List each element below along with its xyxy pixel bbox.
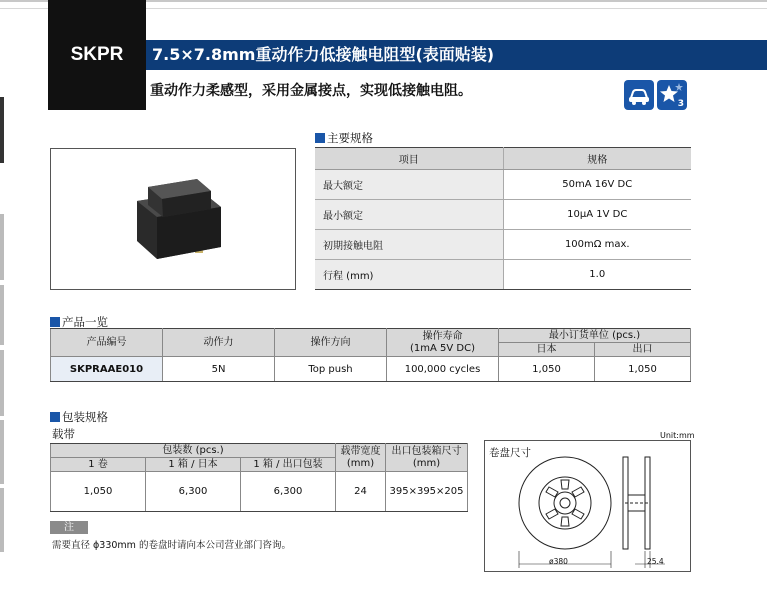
note-tag: 注 — [50, 521, 88, 534]
model-name: SKPR — [70, 44, 124, 65]
header-life-line2: (1mA 5V DC) — [410, 342, 475, 354]
title-bar — [146, 40, 767, 70]
spec-value: 50mA 16V DC — [503, 170, 691, 200]
star-icon — [657, 80, 687, 110]
page-edge-tab — [0, 97, 4, 163]
header-tape-width-line2: (mm) — [346, 457, 375, 469]
products-section-title: 产品一览 — [50, 314, 108, 330]
header-box-size-line2: (mm) — [412, 457, 441, 469]
header-force: 动作力 — [163, 329, 275, 357]
product-direction: Top push — [275, 357, 387, 382]
section-marker — [50, 412, 60, 422]
star-badge-number: 3 — [677, 99, 684, 109]
carrier-label: 载带 — [52, 427, 75, 441]
packing-section-title: 包装规格 — [50, 409, 108, 425]
table-row — [51, 357, 691, 382]
packing-box-export-qty: 6,300 — [241, 472, 336, 512]
product-code: SKPRAAE010 — [51, 357, 163, 382]
header-qty: 包装数 (pcs.) — [51, 444, 336, 458]
specs-header-item: 项目 — [315, 148, 503, 170]
spec-item: 初期接触电阻 — [315, 230, 503, 260]
product-moq-japan: 1,050 — [499, 357, 595, 382]
product-moq-export: 1,050 — [595, 357, 691, 382]
header-direction: 操作方向 — [275, 329, 387, 357]
table-row — [315, 170, 691, 200]
page-edge-tab — [0, 488, 4, 552]
note-text: 需要直径 ϕ330mm 的卷盘时请向本公司营业部门咨询。 — [52, 540, 291, 551]
products-table — [50, 328, 691, 382]
section-marker — [50, 317, 60, 327]
page-edge-tab — [0, 214, 4, 280]
header-tape-width-line1: 载带宽度 — [340, 445, 381, 457]
spec-item: 行程 (mm) — [315, 260, 503, 290]
reel-width-label: 25.4 — [647, 557, 664, 566]
product-photo — [50, 148, 296, 290]
header-box-size — [386, 444, 468, 472]
spec-value: 10μA 1V DC — [503, 200, 691, 230]
header-life — [387, 329, 499, 357]
table-row — [315, 200, 691, 230]
page-edge-tab — [0, 285, 4, 345]
packing-box-japan-qty: 6,300 — [146, 472, 241, 512]
packing-tape-width: 24 — [336, 472, 386, 512]
header-japan: 日本 — [499, 343, 595, 357]
reel-label: 卷盘尺寸 — [489, 447, 531, 459]
spec-item: 最大额定 — [315, 170, 503, 200]
header-moq: 最小订货单位 (pcs.) — [499, 329, 691, 343]
page-title: 7.5×7.8mm重动作力低接触电阻型(表面贴装) — [152, 45, 495, 64]
specs-section-title: 主要规格 — [315, 130, 373, 146]
product-life: 100,000 cycles — [387, 357, 499, 382]
reel-diameter-label: ø380 — [549, 557, 568, 566]
reel-drawing — [484, 440, 691, 572]
spec-item: 最小额定 — [315, 200, 503, 230]
packing-table — [50, 443, 468, 512]
page-edge-tab — [0, 350, 4, 416]
page-subtitle: 重动作力柔感型，采用金属接点，实现低接触电阻。 — [150, 83, 472, 99]
header-box-japan: 1 箱 / 日本 — [146, 458, 241, 472]
header-code: 产品编号 — [51, 329, 163, 357]
product-force: 5N — [163, 357, 275, 382]
spec-value: 1.0 — [503, 260, 691, 290]
header-life-line1: 操作寿命 — [422, 330, 463, 342]
header-export: 出口 — [595, 343, 691, 357]
header-tape-width — [336, 444, 386, 472]
header-box-export: 1 箱 / 出口包装 — [241, 458, 336, 472]
header-reel: 1 卷 — [51, 458, 146, 472]
car-icon — [624, 80, 654, 110]
table-row — [51, 472, 468, 512]
specs-header-value: 规格 — [503, 148, 691, 170]
table-row — [315, 260, 691, 290]
unit-label: Unit:mm — [660, 431, 695, 440]
specs-table — [315, 147, 691, 290]
header-box-size-line1: 出口包装箱尺寸 — [391, 445, 462, 457]
page-edge-tab — [0, 420, 4, 484]
table-row — [315, 230, 691, 260]
packing-box-size: 395×395×205 — [386, 472, 468, 512]
section-marker — [315, 133, 325, 143]
spec-value: 100mΩ max. — [503, 230, 691, 260]
packing-reel-qty: 1,050 — [51, 472, 146, 512]
